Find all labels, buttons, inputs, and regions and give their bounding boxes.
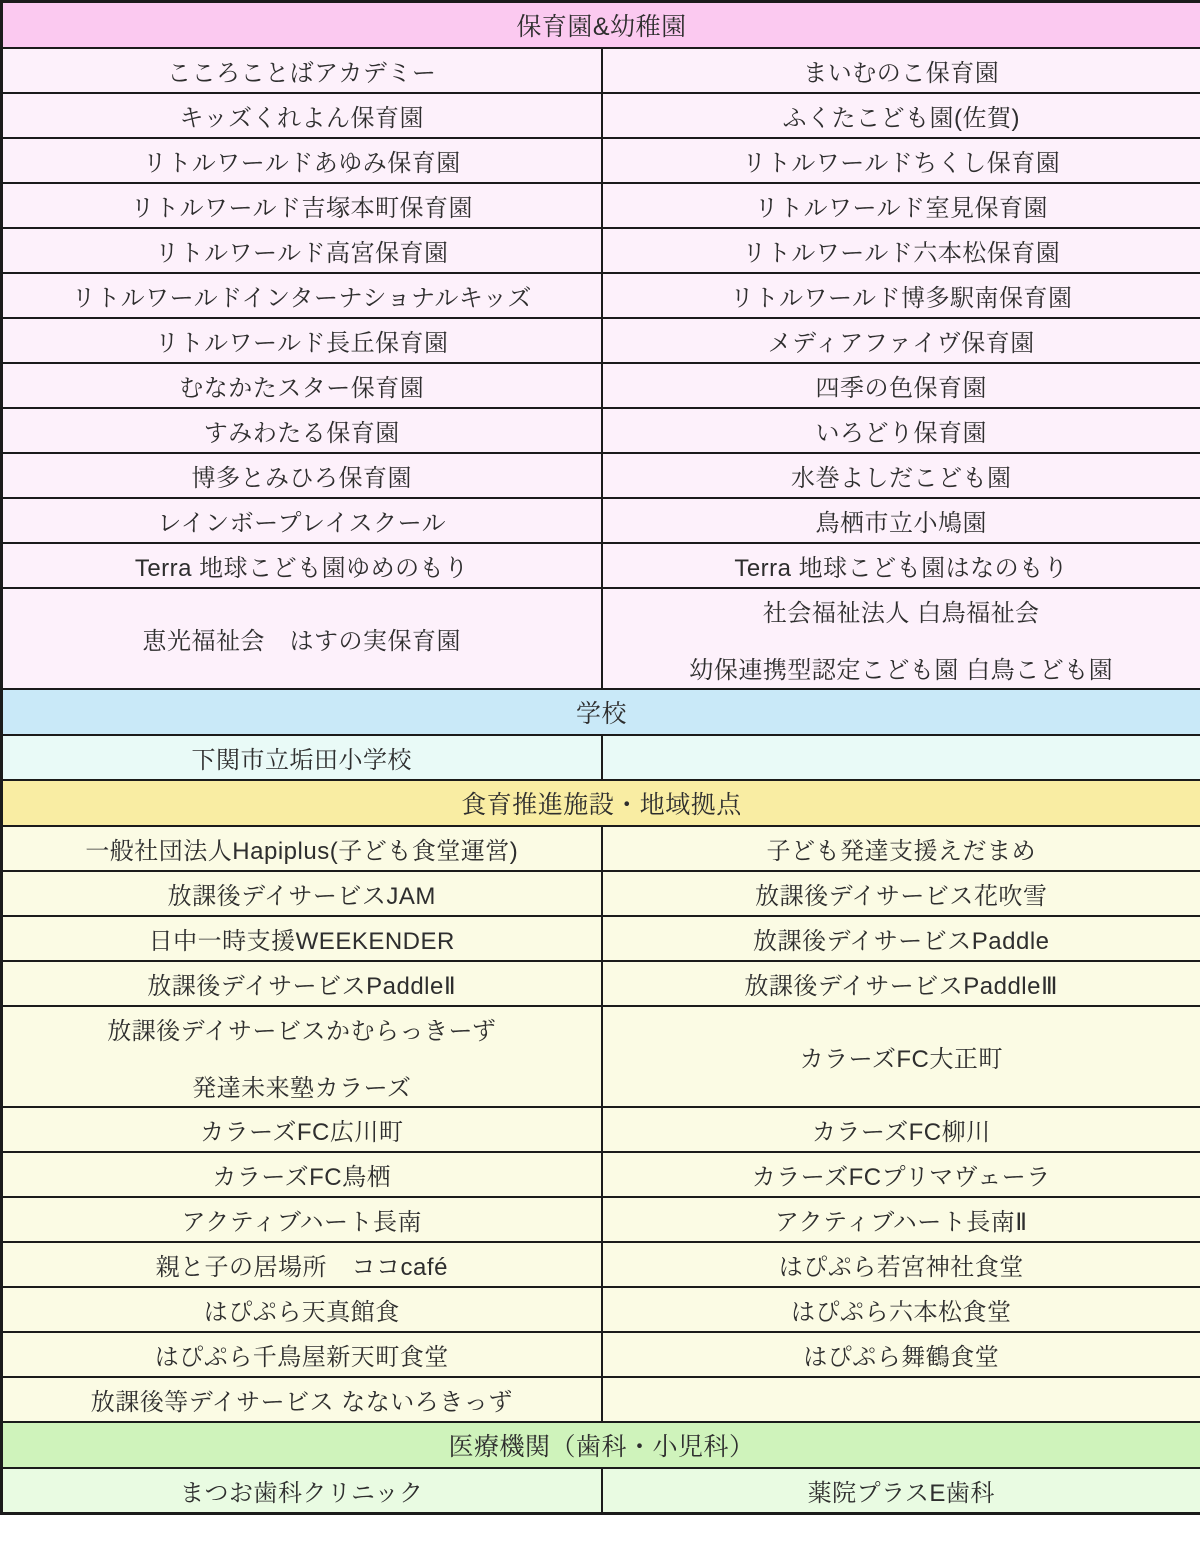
facility-name: 放課後デイサービスかむらっきーず	[107, 1017, 497, 1045]
facility-cell-left: 放課後デイサービスPaddleⅡ	[2, 961, 602, 1006]
facility-cell-left: 親と子の居場所 ココcafé	[2, 1242, 602, 1287]
facility-cell-right: カラーズFCプリマヴェーラ	[602, 1152, 1200, 1197]
facility-cell-right	[602, 588, 1200, 689]
facility-cell-left: リトルワールド長丘保育園	[2, 318, 602, 363]
facility-cell-right: 水巻よしだこども園	[602, 453, 1200, 498]
section-header-row-food-education-community	[2, 780, 1200, 826]
table-row	[2, 408, 1200, 453]
facility-cell-right	[602, 735, 1200, 780]
table-row	[2, 138, 1200, 183]
section-header-row-nursery-kindergarten	[2, 2, 1200, 49]
table-row	[2, 1006, 1200, 1107]
facility-cell-left: こころことばアカデミー	[2, 48, 602, 93]
facility-cell-right: ふくたこども園(佐賀)	[602, 93, 1200, 138]
facility-cell-right: 鳥栖市立小鳩園	[602, 498, 1200, 543]
facility-cell-right: いろどり保育園	[602, 408, 1200, 453]
table-row	[2, 93, 1200, 138]
table-row	[2, 826, 1200, 871]
facility-cell-left: はぴぷら天真館食	[2, 1287, 602, 1332]
facility-table-body	[2, 2, 1200, 1514]
table-row	[2, 1377, 1200, 1422]
table-row	[2, 1287, 1200, 1332]
facility-cell-right: 放課後デイサービス花吹雪	[602, 871, 1200, 916]
facility-cell-right: アクティブハート長南Ⅱ	[602, 1197, 1200, 1242]
section-header-nursery-kindergarten: 保育園&幼稚園	[2, 2, 1200, 49]
table-row	[2, 48, 1200, 93]
facility-cell-left: リトルワールドあゆみ保育園	[2, 138, 602, 183]
facility-cell-left: カラーズFC鳥栖	[2, 1152, 602, 1197]
facility-cell-right: Terra 地球こども園はなのもり	[602, 543, 1200, 588]
facility-cell-left: レインボープレイスクール	[2, 498, 602, 543]
facility-cell-left: はぴぷら千鳥屋新天町食堂	[2, 1332, 602, 1377]
table-row	[2, 228, 1200, 273]
facility-cell-left: カラーズFC広川町	[2, 1107, 602, 1152]
table-row	[2, 498, 1200, 543]
table-row	[2, 1242, 1200, 1287]
table-row	[2, 273, 1200, 318]
facility-cell-right: 四季の色保育園	[602, 363, 1200, 408]
table-row	[2, 735, 1200, 780]
facility-name: 幼保連携型認定こども園 白鳥こども園	[689, 656, 1114, 684]
facility-cell-right: 放課後デイサービスPaddleⅢ	[602, 961, 1200, 1006]
table-row	[2, 318, 1200, 363]
facility-cell-left: 下関市立垢田小学校	[2, 735, 602, 780]
section-header-row-medical	[2, 1422, 1200, 1468]
facility-name: 社会福祉法人 白鳥福祉会	[762, 599, 1040, 627]
facility-cell-right: はぴぷら若宮神社食堂	[602, 1242, 1200, 1287]
facility-cell-left: 日中一時支援WEEKENDER	[2, 916, 602, 961]
table-row	[2, 1332, 1200, 1377]
facility-cell-left: まつお歯科クリニック	[2, 1468, 602, 1514]
table-row	[2, 543, 1200, 588]
facility-cell-right: リトルワールド博多駅南保育園	[602, 273, 1200, 318]
facility-cell-left: むなかたスター保育園	[2, 363, 602, 408]
facility-cell-left: 一般社団法人Hapiplus(子ども食堂運営)	[2, 826, 602, 871]
facility-cell-right: はぴぷら舞鶴食堂	[602, 1332, 1200, 1377]
section-header-food-education-community: 食育推進施設・地域拠点	[2, 780, 1200, 826]
facility-cell-left: すみわたる保育園	[2, 408, 602, 453]
table-row	[2, 363, 1200, 408]
table-row	[2, 588, 1200, 689]
facility-cell-left: アクティブハート長南	[2, 1197, 602, 1242]
facility-cell-left: 恵光福祉会 はすの実保育園	[2, 588, 602, 689]
facility-cell-left: Terra 地球こども園ゆめのもり	[2, 543, 602, 588]
facility-cell-left: 博多とみひろ保育園	[2, 453, 602, 498]
table-row	[2, 961, 1200, 1006]
facility-name: 発達未来塾カラーズ	[192, 1074, 412, 1102]
facility-cell-right: 放課後デイサービスPaddle	[602, 916, 1200, 961]
table-row	[2, 916, 1200, 961]
facility-cell-right	[602, 1377, 1200, 1422]
facility-cell-right: まいむのこ保育園	[602, 48, 1200, 93]
facility-cell-right: 薬院プラスE歯科	[602, 1468, 1200, 1514]
facility-cell-left	[2, 1006, 602, 1107]
facility-cell-left: 放課後等デイサービス なないろきっず	[2, 1377, 602, 1422]
facility-cell-left: 放課後デイサービスJAM	[2, 871, 602, 916]
table-row	[2, 1152, 1200, 1197]
facility-cell-right: メディアファイヴ保育園	[602, 318, 1200, 363]
table-row	[2, 871, 1200, 916]
facility-cell-left: リトルワールド高宮保育園	[2, 228, 602, 273]
facility-cell-right: リトルワールド六本松保育園	[602, 228, 1200, 273]
table-row	[2, 1197, 1200, 1242]
facility-cell-right: カラーズFC大正町	[602, 1006, 1200, 1107]
facility-cell-right: 子ども発達支援えだまめ	[602, 826, 1200, 871]
facility-cell-left: キッズくれよん保育園	[2, 93, 602, 138]
facility-cell-right: カラーズFC柳川	[602, 1107, 1200, 1152]
facility-cell-lines	[13, 1011, 591, 1103]
facility-cell-right: リトルワールドちくし保育園	[602, 138, 1200, 183]
table-row	[2, 1468, 1200, 1514]
facility-cell-lines	[613, 593, 1191, 685]
table-row	[2, 453, 1200, 498]
section-header-school: 学校	[2, 689, 1200, 735]
facility-cell-left: リトルワールド吉塚本町保育園	[2, 183, 602, 228]
table-row	[2, 183, 1200, 228]
facility-cell-right: はぴぷら六本松食堂	[602, 1287, 1200, 1332]
table-row	[2, 1107, 1200, 1152]
facility-cell-right: リトルワールド室見保育園	[602, 183, 1200, 228]
facility-cell-left: リトルワールドインターナショナルキッズ	[2, 273, 602, 318]
section-header-medical: 医療機関（歯科・小児科）	[2, 1422, 1200, 1468]
section-header-row-school	[2, 689, 1200, 735]
